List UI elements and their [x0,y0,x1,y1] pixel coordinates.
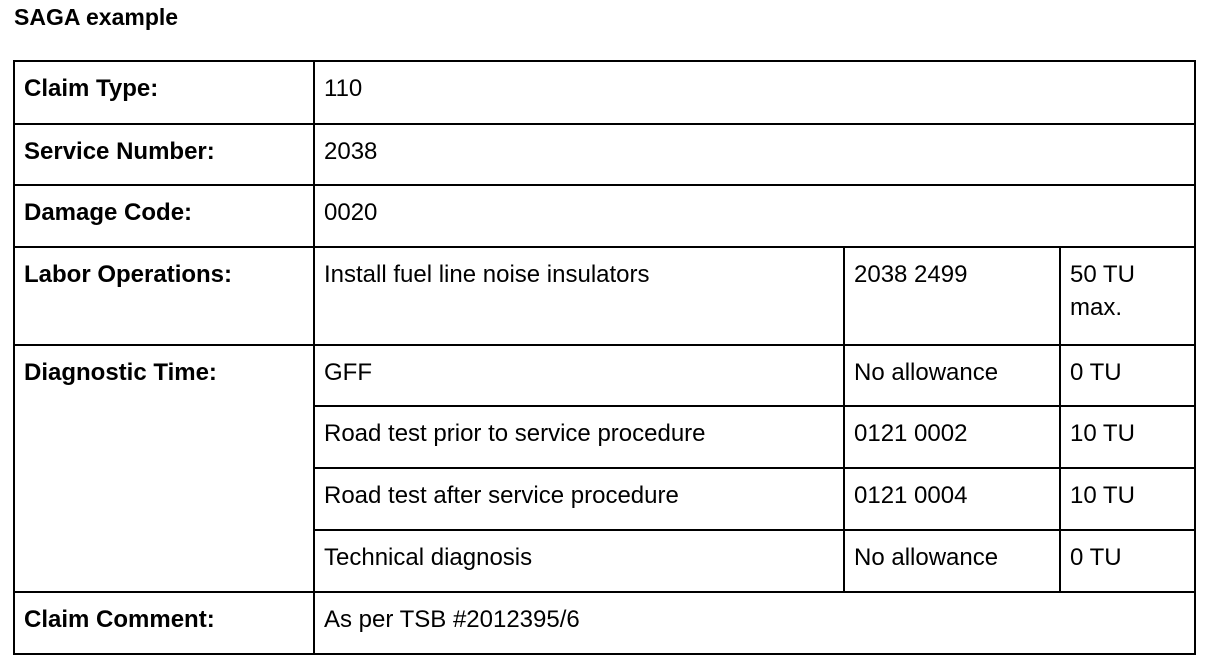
claim-type-value: 110 [314,61,1195,124]
diagnostic-description: Technical diagnosis [314,530,844,592]
diagnostic-time-label: Diagnostic Time: [14,345,314,592]
claim-comment-value: As per TSB #2012395/6 [314,592,1195,654]
table-row-claim-type [14,61,1195,124]
diagnostic-code: No allowance [844,530,1060,592]
table-row-damage-code [14,185,1195,247]
labor-operation-description: Install fuel line noise insulators [314,247,844,345]
diagnostic-description: Road test after service procedure [314,468,844,530]
diagnostic-code: 0121 0004 [844,468,1060,530]
diagnostic-description: Road test prior to service procedure [314,406,844,468]
table-row-service-number [14,124,1195,185]
diagnostic-time: 0 TU [1060,530,1195,592]
labor-operation-code: 2038 2499 [844,247,1060,345]
table-row-diagnostic [14,345,1195,406]
diagnostic-code: No allowance [844,345,1060,406]
service-number-value: 2038 [314,124,1195,185]
claim-type-label: Claim Type: [14,61,314,124]
claim-comment-label: Claim Comment: [14,592,314,654]
diagnostic-time: 10 TU [1060,406,1195,468]
table-row-claim-comment [14,592,1195,654]
diagnostic-description: GFF [314,345,844,406]
labor-operation-time: 50 TU max. [1060,247,1195,345]
service-number-label: Service Number: [14,124,314,185]
diagnostic-time: 0 TU [1060,345,1195,406]
labor-operations-label: Labor Operations: [14,247,314,345]
damage-code-value: 0020 [314,185,1195,247]
saga-claim-table [13,60,1196,655]
document-title: SAGA example [14,4,179,30]
diagnostic-code: 0121 0002 [844,406,1060,468]
table-row-labor-operations [14,247,1195,345]
diagnostic-time: 10 TU [1060,468,1195,530]
damage-code-label: Damage Code: [14,185,314,247]
